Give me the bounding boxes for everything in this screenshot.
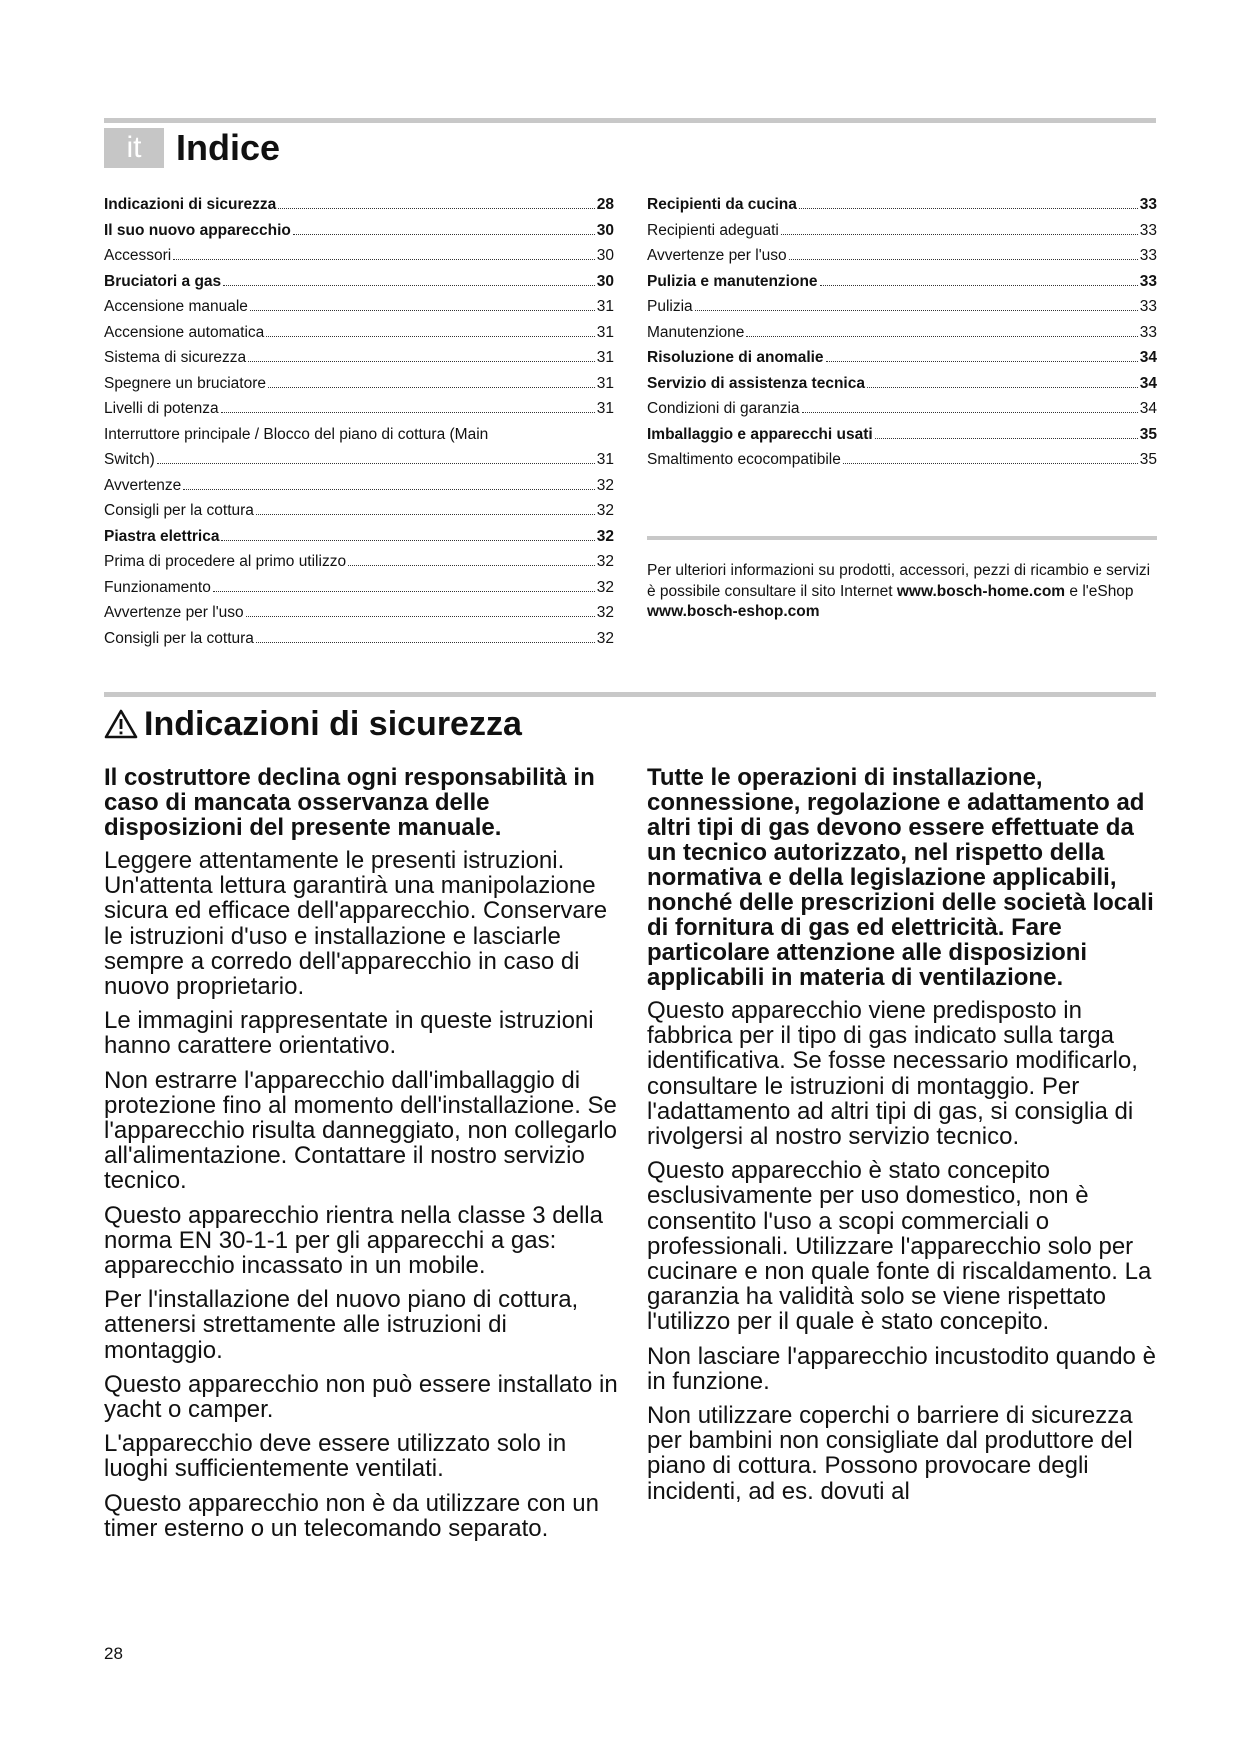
paragraph: Leggere attentamente le presenti istruzioni. Un'attenta lettura garantirà una manipolazione sicura ed efficace dell'apparecchio. Conservare le istruzioni d'uso e installazione e lasciarle sempre a corredo dell'apparecchio in caso di nuovo proprietario.: [104, 847, 608, 1001]
toc-entry[interactable]: [104, 422, 614, 473]
toc-entry[interactable]: [104, 626, 614, 652]
toc-entry[interactable]: [104, 371, 614, 397]
toc-entry-label: Avvertenze per l'uso: [104, 604, 244, 621]
toc-entry-label: Pulizia e manutenzione: [647, 272, 818, 290]
toc-right-column: [647, 192, 1157, 473]
info-text-joiner: e l'eShop: [1065, 582, 1134, 600]
toc-entry-label: Livelli di potenza: [104, 400, 219, 417]
toc-entry-page: 33: [1139, 298, 1157, 315]
toc-dot-leader: [256, 514, 595, 515]
toc-entry[interactable]: [104, 575, 614, 601]
toc-entry-label: Sistema di sicurezza: [104, 349, 247, 366]
toc-dot-leader: [293, 234, 595, 235]
paragraph: Questo apparecchio rientra nella classe 3 della norma EN 30-1-1 per gli apparecchi a gas: apparecchio incassato in un mobile.: [104, 1201, 603, 1280]
toc-entry-label: Piastra elettrica: [104, 527, 220, 545]
toc-dot-leader: [875, 438, 1138, 439]
toc-left-column: [104, 192, 614, 651]
toc-entry-page: 33: [1139, 247, 1157, 264]
toc-entry-page: 32: [596, 527, 614, 545]
paragraph: Non utilizzare coperchi o barriere di sicurezza per bambini non consigliate dal produttore del piano di cottura. Possono provocare degli incidenti, ad es. dovuti al: [647, 1402, 1133, 1505]
lead-paragraph: Tutte le operazioni di installazione, connessione, regolazione e adattamento ad altri tipi di gas devono essere effettuate da un tecnico autorizzato, nel rispetto della normativa e della legislazione applicabili, nonché delle prescrizioni delle società locali di fornitura di gas ed elettricità. Fare particolare attenzione alle disposizioni applicabili in materia di ventilazione.: [647, 764, 1154, 991]
toc-dot-leader: [221, 412, 595, 413]
section-heading: [104, 700, 522, 748]
toc-entry-page: 33: [1139, 323, 1157, 341]
info-note: [647, 561, 1157, 623]
toc-entry[interactable]: [647, 243, 1157, 269]
toc-dot-leader: [826, 361, 1138, 362]
toc-entry-label: Avvertenze per l'uso: [647, 247, 787, 264]
paragraph: Questo apparecchio non può essere installato in yacht o camper.: [104, 1370, 618, 1424]
toc-entry[interactable]: [647, 320, 1157, 346]
toc-dot-leader: [348, 565, 595, 566]
toc-entry[interactable]: [104, 345, 614, 371]
toc-dot-leader: [173, 259, 595, 260]
toc-dot-leader: [268, 387, 595, 388]
info-divider: [647, 536, 1157, 540]
toc-dot-leader: [695, 310, 1138, 311]
toc-dot-leader: [183, 489, 594, 490]
toc-entry-page: 32: [596, 578, 614, 596]
toc-dot-leader: [820, 285, 1138, 286]
toc-entry[interactable]: [104, 600, 614, 626]
toc-entry-page: 30: [596, 221, 614, 239]
toc-entry-label: Indicazioni di sicurezza: [104, 196, 277, 213]
info-url-eshop[interactable]: www.bosch-eshop.com: [647, 603, 820, 620]
toc-entry[interactable]: [104, 320, 614, 346]
toc-entry[interactable]: [647, 345, 1157, 371]
toc-entry-page: 32: [596, 502, 614, 519]
toc-dot-leader: [266, 336, 594, 337]
toc-entry-page: 35: [1139, 451, 1157, 468]
toc-entry[interactable]: [104, 192, 614, 218]
toc-entry-page: 31: [596, 451, 614, 468]
toc-entry-label: Interruttore principale / Blocco del piano di cottura (Main: [104, 425, 489, 443]
toc-entry-label: Risoluzione di anomalie: [647, 349, 824, 366]
toc-entry-page: 31: [596, 323, 614, 341]
toc-dot-leader: [213, 591, 595, 592]
toc-dot-leader: [799, 208, 1138, 209]
paragraph: Per l'installazione del nuovo piano di cottura, attenersi strettamente alle istruzioni di montaggio.: [104, 1286, 579, 1364]
section-divider: [104, 692, 1156, 697]
toc-entry[interactable]: [647, 396, 1157, 422]
info-text: Per ulteriori informazioni su prodotti, accessori, pezzi di ricambio e servizi è possibile consultare il sito Internet: [647, 562, 1151, 600]
toc-entry-label: Accessori: [104, 247, 172, 264]
info-url-home[interactable]: www.bosch-home.com: [896, 582, 1066, 600]
toc-entry[interactable]: [104, 269, 614, 295]
toc-dot-leader: [867, 387, 1138, 388]
toc-entry-page: 33: [1139, 272, 1157, 290]
toc-entry[interactable]: [647, 371, 1157, 397]
toc-entry-page: 31: [596, 400, 614, 417]
safety-left-column: [104, 765, 624, 1550]
toc-entry-label: Accensione manuale: [104, 298, 248, 315]
toc-entry[interactable]: [647, 269, 1157, 295]
toc-entry-label: Condizioni di garanzia: [647, 400, 800, 417]
toc-entry-page: 30: [596, 272, 614, 290]
toc-entry-page: 32: [596, 476, 614, 494]
paragraph: Questo apparecchio è stato concepito esclusivamente per uso domestico, non è consentito l'uso a scopi commerciali o professionali. Utilizzare l'apparecchio solo per cucinare e non quale fonte di riscaldamento. La garanzia ha validità solo se viene rispettato l'utilizzo per il quale è stato concepito.: [647, 1157, 1152, 1336]
toc-dot-leader: [789, 259, 1138, 260]
toc-entry[interactable]: [104, 524, 614, 550]
paragraph: Questo apparecchio viene predisposto in fabbrica per il tipo di gas indicato sulla targa identificativa. Se fosse necessario modificarlo, consultare le istruzioni di montaggio. Per l'adattamento ad altri tipi di gas, si consiglia di rivolgersi al nostro servizio tecnico.: [647, 997, 1138, 1151]
toc-entry-label: Recipienti adeguati: [647, 221, 779, 239]
toc-entry-page: 32: [596, 553, 614, 570]
page-number: 28: [104, 1644, 123, 1663]
paragraph: Non lasciare l'apparecchio incustodito quando è in funzione.: [647, 1342, 1156, 1395]
toc-entry-page: 28: [596, 196, 614, 213]
section-title: Indicazioni di sicurezza: [144, 705, 522, 743]
toc-entry-page: 31: [596, 298, 614, 315]
toc-entry-label: Bruciatori a gas: [104, 272, 222, 290]
toc-entry-page: 32: [596, 629, 614, 647]
toc-entry-label: Funzionamento: [104, 578, 211, 596]
toc-dot-leader: [248, 361, 595, 362]
toc-entry[interactable]: [647, 422, 1157, 448]
toc-entry[interactable]: [647, 294, 1157, 320]
toc-entry-page: 31: [596, 349, 614, 366]
toc-dot-leader: [246, 616, 595, 617]
toc-entry[interactable]: [647, 218, 1157, 244]
toc-dot-leader: [746, 336, 1137, 337]
toc-entry-page: 32: [596, 604, 614, 621]
toc-entry-label: Imballaggio e apparecchi usati: [647, 425, 873, 443]
toc-dot-leader: [221, 540, 594, 541]
toc-entry-label: Il suo nuovo apparecchio: [104, 221, 291, 239]
toc-entry-label: Manutenzione: [647, 323, 745, 341]
paragraph: L'apparecchio deve essere utilizzato solo in luoghi sufficientemente ventilati.: [104, 1430, 567, 1483]
toc-entry-page: 33: [1139, 221, 1157, 239]
toc-entry-page: 34: [1139, 374, 1157, 392]
toc-entry-label: Consigli per la cottura: [104, 502, 254, 519]
toc-entry-page: 33: [1139, 196, 1157, 213]
toc-entry-label: Recipienti da cucina: [647, 196, 797, 213]
toc-dot-leader: [256, 642, 595, 643]
toc-entry[interactable]: [647, 192, 1157, 218]
toc-divider: [104, 118, 1156, 123]
toc-entry-label: Servizio di assistenza tecnica: [647, 374, 865, 392]
toc-entry-label: Pulizia: [647, 298, 693, 315]
toc-dot-leader: [278, 208, 594, 209]
toc-title: Indice: [176, 127, 281, 168]
toc-entry-label: Prima di procedere al primo utilizzo: [104, 553, 347, 570]
toc-entry-label: Spegnere un bruciatore: [104, 374, 267, 392]
toc-entry-page: 35: [1139, 425, 1157, 443]
toc-dot-leader: [157, 463, 595, 464]
toc-entry-page: 34: [1139, 349, 1157, 366]
toc-entry[interactable]: [104, 243, 614, 269]
toc-dot-leader: [843, 463, 1138, 464]
paragraph: Questo apparecchio non è da utilizzare con un timer esterno o un telecomando separato.: [104, 1489, 599, 1542]
toc-entry-label: Smaltimento ecocompatibile: [647, 451, 841, 468]
toc-dot-leader: [802, 412, 1138, 413]
toc-entry[interactable]: [104, 218, 614, 244]
toc-entry[interactable]: [104, 396, 614, 422]
warning-icon: [104, 709, 138, 739]
toc-entry-page: 34: [1139, 400, 1157, 417]
safety-right-column: [647, 765, 1167, 1513]
paragraph: Non estrarre l'apparecchio dall'imballaggio di protezione fino al momento dell'installazione. Se l'apparecchio risulta danneggiato, non collegarlo all'alimentazione. Contattare il nostro servizio tecnico.: [104, 1066, 617, 1195]
toc-entry[interactable]: [104, 498, 614, 524]
lead-paragraph: Il costruttore declina ogni responsabilità in caso di mancata osservanza delle disposizioni del presente manuale.: [104, 764, 595, 841]
toc-entry[interactable]: [104, 294, 614, 320]
toc-entry-label: Consigli per la cottura: [104, 629, 254, 647]
toc-entry-page: 30: [596, 247, 614, 264]
toc-entry[interactable]: [104, 549, 614, 575]
toc-entry-label: Avvertenze: [104, 476, 182, 494]
toc-dot-leader: [223, 285, 595, 286]
toc-dot-leader: [250, 310, 595, 311]
toc-entry-label: Accensione automatica: [104, 323, 265, 341]
toc-dot-leader: [781, 234, 1138, 235]
toc-entry-label-cont: Switch): [104, 451, 155, 468]
toc-entry[interactable]: [647, 447, 1157, 473]
paragraph: Le immagini rappresentate in queste istruzioni hanno carattere orientativo.: [104, 1007, 594, 1060]
language-badge: it: [104, 128, 164, 168]
toc-entry[interactable]: [104, 473, 614, 499]
toc-entry-page: 31: [596, 374, 614, 392]
